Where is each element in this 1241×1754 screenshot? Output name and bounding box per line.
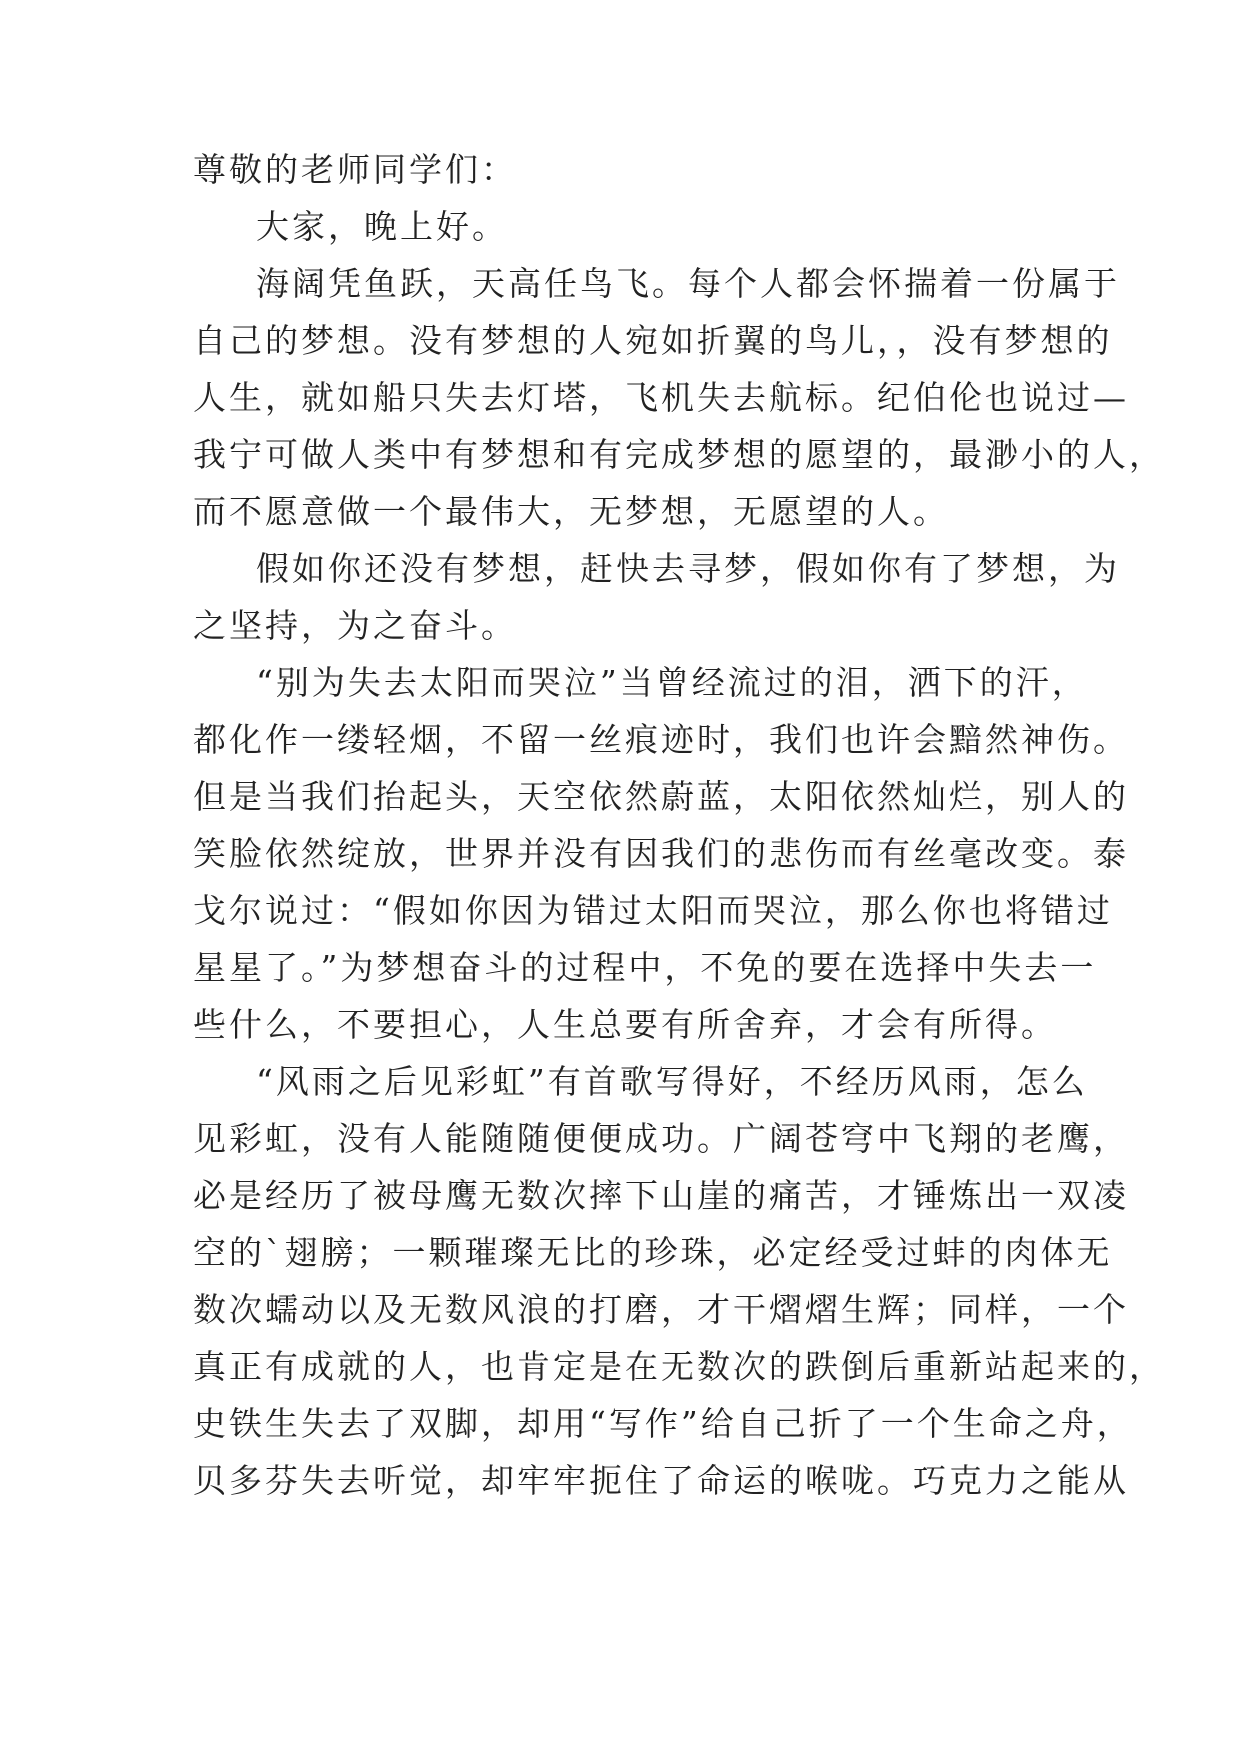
greeting-line: 大家，晚上好。 bbox=[256, 207, 508, 246]
paragraph-line: 我宁可做人类中有梦想和有完成梦想的愿望的，最渺小的人， bbox=[193, 435, 1165, 474]
paragraph-line: 空的`翅膀；一颗璀璨无比的珍珠，必定经受过蚌的肉体无 bbox=[193, 1233, 1113, 1272]
paragraph-line: “别为失去太阳而哭泣”当曾经流过的泪，洒下的汗， bbox=[256, 663, 1088, 702]
paragraph-line: 海阔凭鱼跃，天高任鸟飞。每个人都会怀揣着一份属于 bbox=[256, 264, 1120, 303]
paragraph-line: 假如你还没有梦想，赶快去寻梦，假如你有了梦想，为 bbox=[256, 549, 1120, 588]
paragraph-line: 笑脸依然绽放，世界并没有因我们的悲伤而有丝毫改变。泰 bbox=[193, 834, 1129, 873]
paragraph-line: “风雨之后见彩虹”有首歌写得好，不经历风雨，怎么 bbox=[256, 1062, 1088, 1101]
paragraph-line: 但是当我们抬起头，天空依然蔚蓝，太阳依然灿烂，别人的 bbox=[193, 777, 1129, 816]
paragraph-line: 都化作一缕轻烟，不留一丝痕迹时，我们也许会黯然神伤。 bbox=[193, 720, 1129, 759]
paragraph-line: 史铁生失去了双脚，却用“写作”给自己折了一个生命之舟， bbox=[193, 1404, 1133, 1443]
paragraph-line: 戈尔说过：“假如你因为错过太阳而哭泣，那么你也将错过 bbox=[193, 891, 1113, 930]
paragraph-line: 星星了。”为梦想奋斗的过程中，不免的要在选择中失去一 bbox=[193, 948, 1097, 987]
paragraph-line: 而不愿意做一个最伟大，无梦想，无愿望的人。 bbox=[193, 492, 949, 531]
paragraph-line: 真正有成就的人，也肯定是在无数次的跌倒后重新站起来的， bbox=[193, 1347, 1165, 1386]
paragraph-line: 之坚持，为之奋斗。 bbox=[193, 606, 517, 645]
paragraph-line: 数次蠕动以及无数风浪的打磨，才干熠熠生辉；同样，一个 bbox=[193, 1290, 1129, 1329]
salutation: 尊敬的老师同学们： bbox=[193, 150, 517, 189]
paragraph-line: 自己的梦想。没有梦想的人宛如折翼的鸟儿，，没有梦想的 bbox=[193, 321, 1113, 360]
paragraph-line: 必是经历了被母鹰无数次摔下山崖的痛苦，才锤炼出一双凌 bbox=[193, 1176, 1129, 1215]
paragraph-line: 贝多芬失去听觉，却牢牢扼住了命运的喉咙。巧克力之能从 bbox=[193, 1461, 1129, 1500]
paragraph-line: 些什么，不要担心，人生总要有所舍弃，才会有所得。 bbox=[193, 1005, 1057, 1044]
paragraph-line: 人生，就如船只失去灯塔，飞机失去航标。纪伯伦也说过— bbox=[193, 378, 1129, 417]
paragraph-line: 见彩虹，没有人能随随便便成功。广阔苍穹中飞翔的老鹰， bbox=[193, 1119, 1129, 1158]
